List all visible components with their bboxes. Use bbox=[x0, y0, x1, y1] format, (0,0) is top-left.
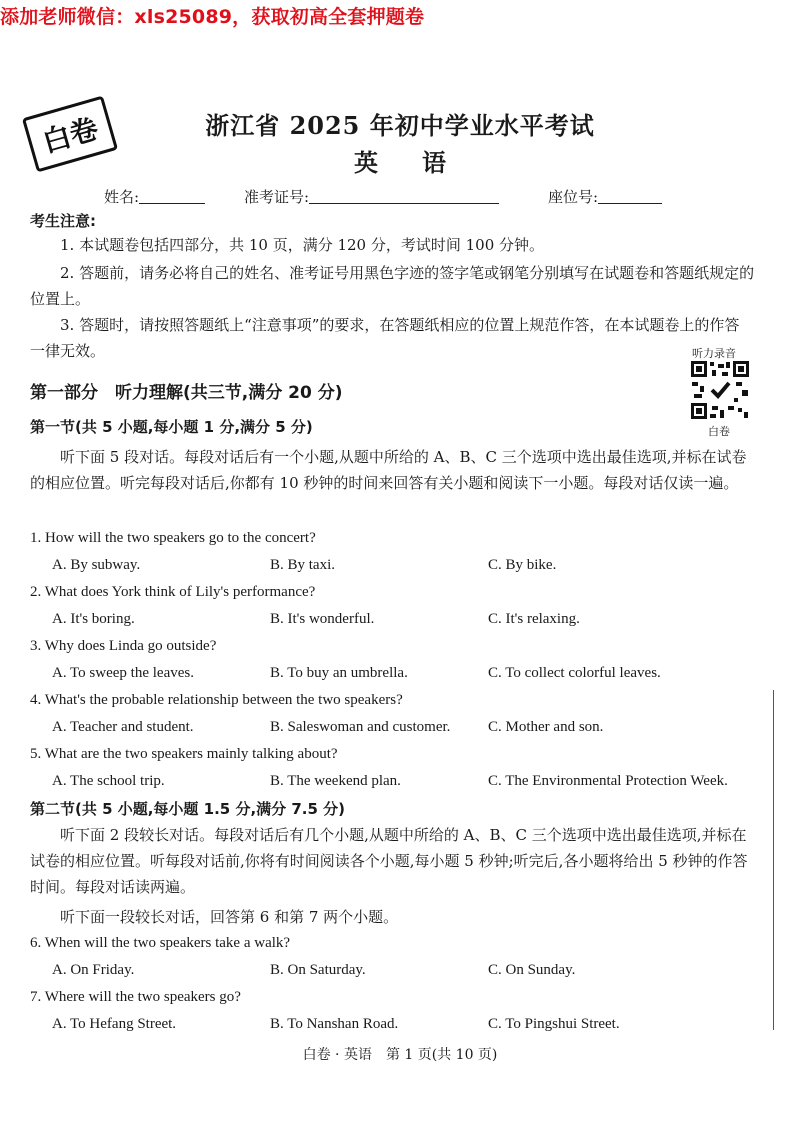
q6-option-a: A. On Friday. bbox=[52, 962, 135, 978]
notice-item-2: 2. 答题前，请务必将自己的姓名、准考证号用黑色字迹的签字笔或钢笔分别填写在试题卷和答题纸规定的位置上。 bbox=[30, 264, 755, 308]
q1-option-c: C. By bike. bbox=[488, 557, 557, 573]
q7-option-a: A. To Hefang Street. bbox=[52, 1016, 177, 1032]
part1-title: 第一部分 听力理解(共三节,满分 20 分) bbox=[30, 383, 343, 403]
q4-option-c: C. Mother and son. bbox=[488, 719, 604, 735]
question-3: 3. Why does Linda go outside? bbox=[30, 638, 217, 654]
name-field bbox=[104, 186, 205, 207]
name-blank bbox=[139, 189, 205, 204]
exam-number-blank bbox=[309, 189, 499, 204]
exam-number-label: 准考证号: bbox=[244, 188, 310, 206]
q2-option-a: A. It's boring. bbox=[52, 611, 135, 627]
question-6: 6. When will the two speakers take a walk? bbox=[30, 935, 291, 951]
exam-subject: 英语 bbox=[354, 148, 490, 177]
question-2: 2. What does York think of Lily's performance? bbox=[30, 584, 316, 600]
q5-option-b: B. The weekend plan. bbox=[270, 773, 401, 789]
notice-heading: 考生注意: bbox=[30, 212, 96, 230]
name-label: 姓名: bbox=[104, 188, 140, 206]
section2-title: 第二节(共 5 小题,每小题 1.5 分,满分 7.5 分) bbox=[30, 800, 346, 818]
q7-option-b: B. To Nanshan Road. bbox=[270, 1016, 399, 1032]
q2-option-c: C. It's relaxing. bbox=[488, 611, 580, 627]
seat-number-blank bbox=[598, 189, 662, 204]
q5-option-c: C. The Environmental Protection Week. bbox=[488, 773, 728, 789]
section1-title: 第一节(共 5 小题,每小题 1 分,满分 5 分) bbox=[30, 418, 313, 436]
q3-option-a: A. To sweep the leaves. bbox=[52, 665, 194, 681]
q7-option-c: C. To Pingshui Street. bbox=[488, 1016, 620, 1032]
question-5: 5. What are the two speakers mainly talking about? bbox=[30, 746, 338, 762]
q4-option-a: A. Teacher and student. bbox=[52, 719, 194, 735]
seat-number-label: 座位号: bbox=[548, 188, 599, 206]
margin-rule bbox=[773, 690, 774, 1030]
q3-option-b: B. To buy an umbrella. bbox=[270, 665, 408, 681]
q2-option-b: B. It's wonderful. bbox=[270, 611, 375, 627]
question-1: 1. How will the two speakers go to the concert? bbox=[30, 530, 316, 546]
q5-option-a: A. The school trip. bbox=[52, 773, 165, 789]
exam-title: 浙江省 2025 年初中学业水平考试 bbox=[205, 111, 595, 140]
q6-option-c: C. On Sunday. bbox=[488, 962, 576, 978]
qr-code-icon bbox=[690, 360, 750, 420]
promo-banner: 添加老师微信：xls25089，获取初高全套押题卷 bbox=[0, 6, 425, 28]
q1-option-a: A. By subway. bbox=[52, 557, 141, 573]
notice-item-1: 1. 本试题卷包括四部分，共 10 页，满分 120 分，考试时间 100 分钟。 bbox=[60, 236, 545, 254]
q3-option-c: C. To collect colorful leaves. bbox=[488, 665, 661, 681]
stamp-text: 白卷 bbox=[38, 111, 102, 160]
q4-option-b: B. Saleswoman and customer. bbox=[270, 719, 451, 735]
qr-bottom-label: 白卷 bbox=[708, 425, 730, 438]
qr-top-label: 听力录音 bbox=[692, 347, 736, 360]
section2-instructions: 听下面 2 段较长对话。每段对话后有几个小题,从题中所给的 A、B、C 三个选项中选出最佳选项,并标在试卷的相应位置。听每段对话前,你将有时间阅读各个小题,每小题 5 秒钟;听完后,各小题将给出 5 秒钟的作答时间。每段对话读两遍。 bbox=[30, 826, 748, 896]
seat-number-field bbox=[548, 186, 662, 207]
section2-sub-instructions: 听下面一段较长对话，回答第 6 和第 7 两个小题。 bbox=[60, 908, 399, 926]
q1-option-b: B. By taxi. bbox=[270, 557, 336, 573]
section1-instructions: 听下面 5 段对话。每段对话后有一个小题,从题中所给的 A、B、C 三个选项中选出最佳选项,并标在试卷的相应位置。听完每段对话后,你都有 10 秒钟的时间来回答有关小题和阅读下一小题。每段对话仅读一遍。 bbox=[30, 448, 747, 492]
page-footer: 白卷 · 英语 第 1 页(共 10 页) bbox=[302, 1047, 498, 1063]
q6-option-b: B. On Saturday. bbox=[270, 962, 366, 978]
exam-number-field bbox=[244, 186, 499, 207]
notice-item-3: 3. 答题时，请按照答题纸上“注意事项”的要求，在答题纸相应的位置上规范作答，在本试题卷上的作答一律无效。 bbox=[30, 316, 740, 360]
question-7: 7. Where will the two speakers go? bbox=[30, 989, 241, 1005]
question-4: 4. What's the probable relationship between the two speakers? bbox=[30, 692, 403, 708]
